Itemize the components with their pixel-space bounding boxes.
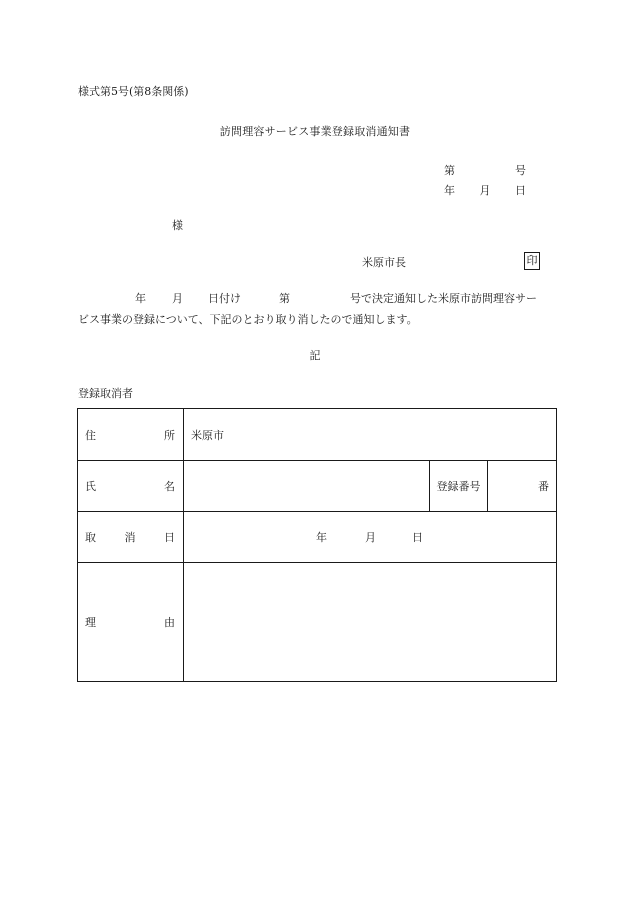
- seal-mark: 印: [524, 252, 540, 270]
- sender-name: 米原市長: [362, 256, 406, 269]
- issue-date-year: 年: [444, 184, 455, 197]
- cancel-date-value[interactable]: [184, 512, 557, 563]
- document-title: 訪問理容サービス事業登録取消通知書: [219, 125, 411, 138]
- body-number-prefix: 第: [279, 292, 290, 305]
- cancellation-table: [77, 408, 557, 682]
- addressee-suffix: 様: [172, 219, 183, 232]
- address-label-char: 住: [85, 428, 96, 442]
- ki-heading: 記: [309, 349, 321, 362]
- issue-number-prefix: 第: [444, 164, 455, 177]
- address-row: [78, 409, 557, 461]
- cancel-date-label-char: 日: [164, 531, 175, 544]
- address-value[interactable]: 米原市: [184, 409, 557, 461]
- cancel-date-label-char: 消: [124, 531, 136, 544]
- reason-value[interactable]: [184, 563, 557, 682]
- reason-label-char: 理: [85, 616, 96, 629]
- name-row: [78, 461, 557, 512]
- issue-date-row: [444, 181, 526, 201]
- reason-label-char: 由: [164, 616, 175, 629]
- cancel-date-row: [78, 512, 557, 563]
- body-year: 年: [135, 292, 146, 305]
- issue-date-day: 日: [515, 184, 526, 197]
- name-label: [78, 461, 184, 512]
- issue-date-month: 月: [479, 184, 491, 197]
- body-line1-rest: 号で決定通知した米原市訪問理容サー: [350, 292, 537, 305]
- name-label-char: 名: [164, 480, 175, 493]
- address-label-char: 所: [164, 428, 175, 442]
- address-label: [78, 409, 184, 461]
- cancel-date-label-char: 取: [85, 531, 96, 544]
- body-month: 月: [172, 292, 183, 305]
- name-label-char: 氏: [85, 480, 96, 493]
- form-number: 様式第5号(第8条関係): [78, 85, 189, 98]
- registration-number-value[interactable]: 番: [488, 461, 557, 512]
- body-dated: 日付け: [208, 292, 241, 305]
- reason-row: [78, 563, 557, 682]
- body-text-line2: ビス事業の登録について、下記のとおり取り消したので通知します。: [78, 313, 418, 326]
- cancel-date-year: 年: [316, 531, 327, 544]
- issue-number-suffix: 号: [515, 164, 526, 177]
- cancel-date-label: [78, 512, 184, 563]
- cancel-date-day: 日: [412, 531, 423, 544]
- reason-label: [78, 563, 184, 682]
- name-value[interactable]: [184, 461, 430, 512]
- section-label: 登録取消者: [78, 387, 133, 400]
- issue-number-date: [444, 161, 526, 201]
- issue-number-row: [444, 161, 526, 181]
- cancel-date-month: 月: [365, 531, 376, 544]
- registration-number-label: 登録番号: [430, 461, 488, 512]
